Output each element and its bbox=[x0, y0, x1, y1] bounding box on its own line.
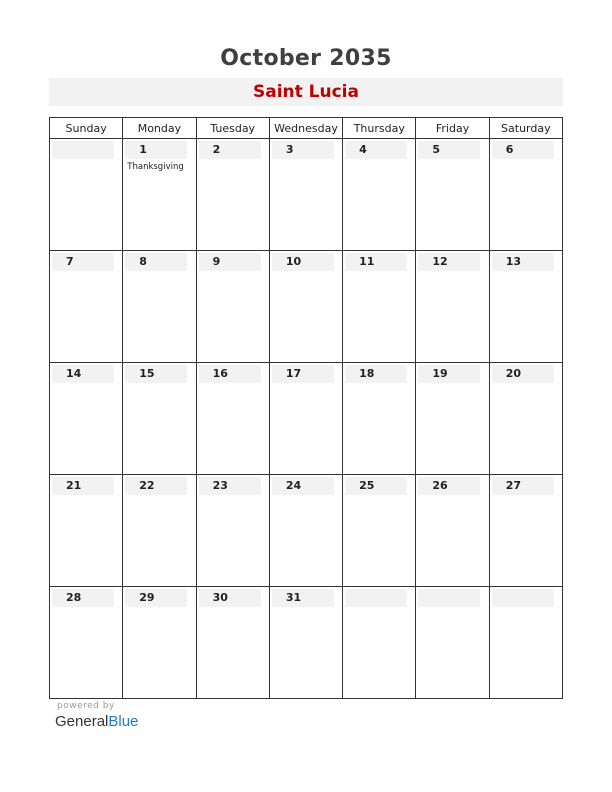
day-cell[interactable] bbox=[343, 251, 416, 363]
day-cell[interactable] bbox=[269, 363, 342, 475]
weekday-wednesday: Wednesday bbox=[269, 118, 342, 139]
day-cell[interactable] bbox=[269, 139, 342, 251]
day-number: 12 bbox=[418, 253, 480, 271]
day-number: 22 bbox=[125, 477, 187, 495]
day-number: 23 bbox=[199, 477, 261, 495]
day-cell[interactable] bbox=[50, 587, 123, 699]
day-number: 10 bbox=[272, 253, 334, 271]
day-number bbox=[52, 141, 114, 159]
weekday-thursday: Thursday bbox=[343, 118, 416, 139]
weekday-sunday: Sunday bbox=[50, 118, 123, 139]
day-number: 26 bbox=[418, 477, 480, 495]
day-cell[interactable] bbox=[343, 363, 416, 475]
day-number: 28 bbox=[52, 589, 114, 607]
generalblue-logo[interactable] bbox=[55, 713, 138, 730]
day-number bbox=[345, 589, 407, 607]
day-cell[interactable] bbox=[123, 251, 196, 363]
day-cell[interactable] bbox=[489, 587, 562, 699]
brand-blue: Blue bbox=[108, 713, 139, 730]
day-number: 4 bbox=[345, 141, 407, 159]
day-number: 11 bbox=[345, 253, 407, 271]
calendar-title: October 2035 bbox=[220, 46, 392, 71]
weekday-friday: Friday bbox=[416, 118, 489, 139]
day-number: 17 bbox=[272, 365, 334, 383]
day-cell[interactable] bbox=[123, 139, 196, 251]
calendar-body bbox=[50, 139, 563, 699]
day-cell[interactable] bbox=[50, 139, 123, 251]
day-cell[interactable] bbox=[416, 587, 489, 699]
day-number: 21 bbox=[52, 477, 114, 495]
day-number: 24 bbox=[272, 477, 334, 495]
day-cell[interactable] bbox=[416, 475, 489, 587]
day-number: 20 bbox=[492, 365, 554, 383]
week-row bbox=[50, 251, 563, 363]
day-number: 9 bbox=[199, 253, 261, 271]
day-number: 27 bbox=[492, 477, 554, 495]
calendar-grid bbox=[49, 117, 563, 699]
day-number: 3 bbox=[272, 141, 334, 159]
day-number: 25 bbox=[345, 477, 407, 495]
day-cell[interactable] bbox=[196, 587, 269, 699]
week-row bbox=[50, 363, 563, 475]
day-cell[interactable] bbox=[489, 251, 562, 363]
day-number: 18 bbox=[345, 365, 407, 383]
day-number: 1 bbox=[125, 141, 187, 159]
day-number bbox=[492, 589, 554, 607]
week-row bbox=[50, 475, 563, 587]
day-number: 29 bbox=[125, 589, 187, 607]
brand-general: General bbox=[55, 713, 109, 730]
day-cell[interactable] bbox=[269, 475, 342, 587]
day-cell[interactable] bbox=[343, 139, 416, 251]
day-cell[interactable] bbox=[269, 587, 342, 699]
day-cell[interactable] bbox=[343, 587, 416, 699]
day-number: 16 bbox=[199, 365, 261, 383]
day-cell[interactable] bbox=[123, 587, 196, 699]
weekday-header-row bbox=[50, 118, 563, 139]
holiday-label: Thanksgiving bbox=[127, 162, 184, 172]
week-row bbox=[50, 139, 563, 251]
day-number: 7 bbox=[52, 253, 114, 271]
day-cell[interactable] bbox=[489, 139, 562, 251]
day-number: 14 bbox=[52, 365, 114, 383]
day-cell[interactable] bbox=[196, 363, 269, 475]
week-row bbox=[50, 587, 563, 699]
day-number: 31 bbox=[272, 589, 334, 607]
day-number: 19 bbox=[418, 365, 480, 383]
day-cell[interactable] bbox=[123, 475, 196, 587]
country-banner: Saint Lucia bbox=[49, 78, 563, 106]
day-number: 2 bbox=[199, 141, 261, 159]
day-cell[interactable] bbox=[50, 363, 123, 475]
day-cell[interactable] bbox=[123, 363, 196, 475]
powered-by-text: powered by bbox=[57, 701, 115, 711]
day-cell[interactable] bbox=[196, 475, 269, 587]
day-cell[interactable] bbox=[196, 251, 269, 363]
day-cell[interactable] bbox=[343, 475, 416, 587]
day-cell[interactable] bbox=[50, 475, 123, 587]
day-number: 15 bbox=[125, 365, 187, 383]
day-cell[interactable] bbox=[50, 251, 123, 363]
day-number: 30 bbox=[199, 589, 261, 607]
day-number: 13 bbox=[492, 253, 554, 271]
day-cell[interactable] bbox=[269, 251, 342, 363]
day-number bbox=[418, 589, 480, 607]
weekday-saturday: Saturday bbox=[489, 118, 562, 139]
day-number: 8 bbox=[125, 253, 187, 271]
day-cell[interactable] bbox=[489, 475, 562, 587]
day-number: 6 bbox=[492, 141, 554, 159]
day-cell[interactable] bbox=[416, 251, 489, 363]
weekday-tuesday: Tuesday bbox=[196, 118, 269, 139]
weekday-monday: Monday bbox=[123, 118, 196, 139]
day-number: 5 bbox=[418, 141, 480, 159]
day-cell[interactable] bbox=[416, 363, 489, 475]
day-cell[interactable] bbox=[489, 363, 562, 475]
day-cell[interactable] bbox=[196, 139, 269, 251]
day-cell[interactable] bbox=[416, 139, 489, 251]
